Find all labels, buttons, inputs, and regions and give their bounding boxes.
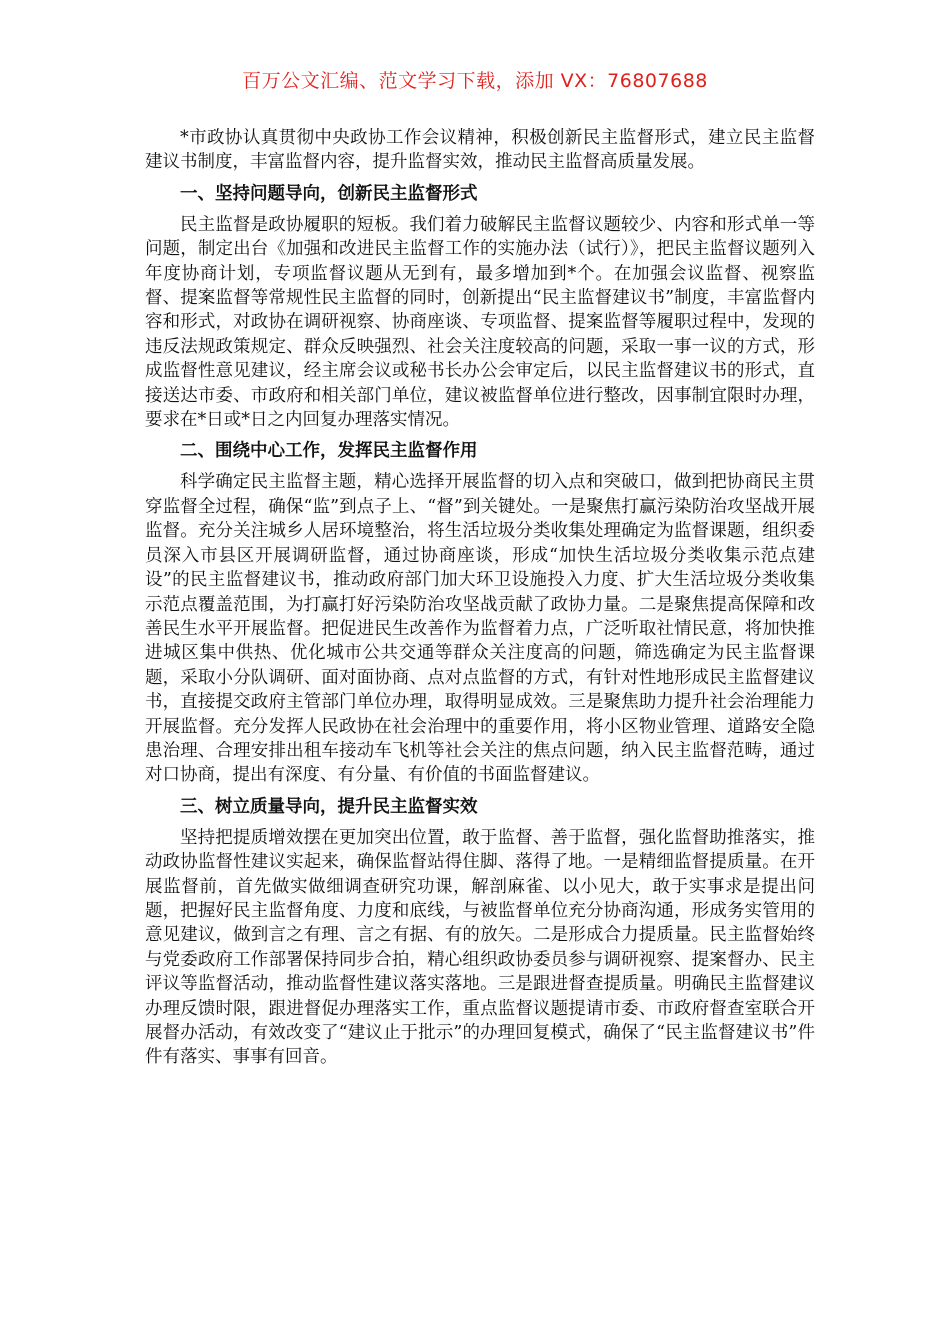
section-heading-3: 三、树立质量导向，提升民主监督实效 [180,796,478,817]
section-heading-2: 二、围绕中心工作，发挥民主监督作用 [180,441,478,462]
section-paragraph-3: 坚持把提质增效摆在更加突出位置，敢于监督、善于监督，强化监督助推落实，推动政协监督性建议实起来，确保监督站得住脚、落得了地。一是精细监督提质量。在开展监督前，首先做实做细调查研究功课，解剖麻雀、以小见大，敢于实事求是提出问题，把握好民主监督角度、力度和底线，与被监督单位充分协商沟通，形成务实管用的意见建议，做到言之有理、言之有据、有的放矢。二是形成合力提质量。民主监督始终与党委政府工作部署保持同步合拍，精心组织政协委员参与调研视察、提案督办、民主评议等监督活动，推动监督性建议落实落地。三是跟进督查提质量。明确民主监督建议办理反馈时限，跟进督促办理落实工作，重点监督议题提请市委、市政府督查室联合开展督办活动，有效改变了“建议止于批示”的办理回复模式，确保了“民主监督建议书”件件有落实、事事有回音。 [145,827,815,1068]
document-body [145,126,815,1070]
intro-paragraph: *市政协认真贯彻中央政协工作会议精神，积极创新民主监督形式，建立民主监督建议书制度，丰富监督内容，提升监督实效，推动民主监督高质量发展。 [145,128,815,173]
section-paragraph-1: 民主监督是政协履职的短板。我们着力破解民主监督议题较少、内容和形式单一等问题，制定出台《加强和改进民主监督工作的实施办法（试行）》，把民主监督议题列入年度协商计划，专项监督议题从无到有，最多增加到*个。在加强会议监督、视察监督、提案监督等常规性民主监督的同时，创新提出“民主监督建议书”制度，丰富监督内容和形式，对政协在调研视察、协商座谈、专项监督、提案监督等履职过程中，发现的违反法规政策规定、群众反映强烈、社会关注度较高的问题，采取一事一议的方式，形成监督性意见建议，经主席会议或秘书长办公会审定后，以民主监督建议书的形式，直接送达市委、市政府和相关部门单位，建议被监督单位进行整改，因事制宜限时办理，要求在*日或*日之内回复办理落实情况。 [145,214,815,431]
section-paragraph-2: 科学确定民主监督主题，精心选择开展监督的切入点和突破口，做到把协商民主贯穿监督全过程，确保“监”到点子上、“督”到关键处。一是聚焦打赢污染防治攻坚战开展监督。充分关注城乡人居环境整治，将生活垃圾分类收集处理确定为监督课题，组织委员深入市县区开展调研监督，通过协商座谈，形成“加快生活垃圾分类收集示范点建设”的民主监督建议书，推动政府部门加大环卫设施投入力度、扩大生活垃圾分类收集示范点覆盖范围，为打赢打好污染防治攻坚战贡献了政协力量。二是聚焦提高保障和改善民生水平开展监督。把促进民生改善作为监督着力点，广泛听取社情民意，将加快推进城区集中供热、优化城市公共交通等群众关注度高的问题，筛选确定为民主监督课题，采取小分队调研、面对面协商、点对点监督的方式，有针对性地形成民主监督建议书，直接提交政府主管部门单位办理，取得明显成效。三是聚焦助力提升社会治理能力开展监督。充分发挥人民政协在社会治理中的重要作用，将小区物业管理、道路安全隐患治理、合理安排出租车接动车飞机等社会关注的焦点问题，纳入民主监督范畴，通过对口协商，提出有深度、有分量、有价值的书面监督建议。 [145,472,815,786]
header-watermark: 百万公文汇编、范文学习下载，添加 VX：76807688 [242,70,708,92]
section-heading-1: 一、坚持问题导向，创新民主监督形式 [180,183,478,204]
